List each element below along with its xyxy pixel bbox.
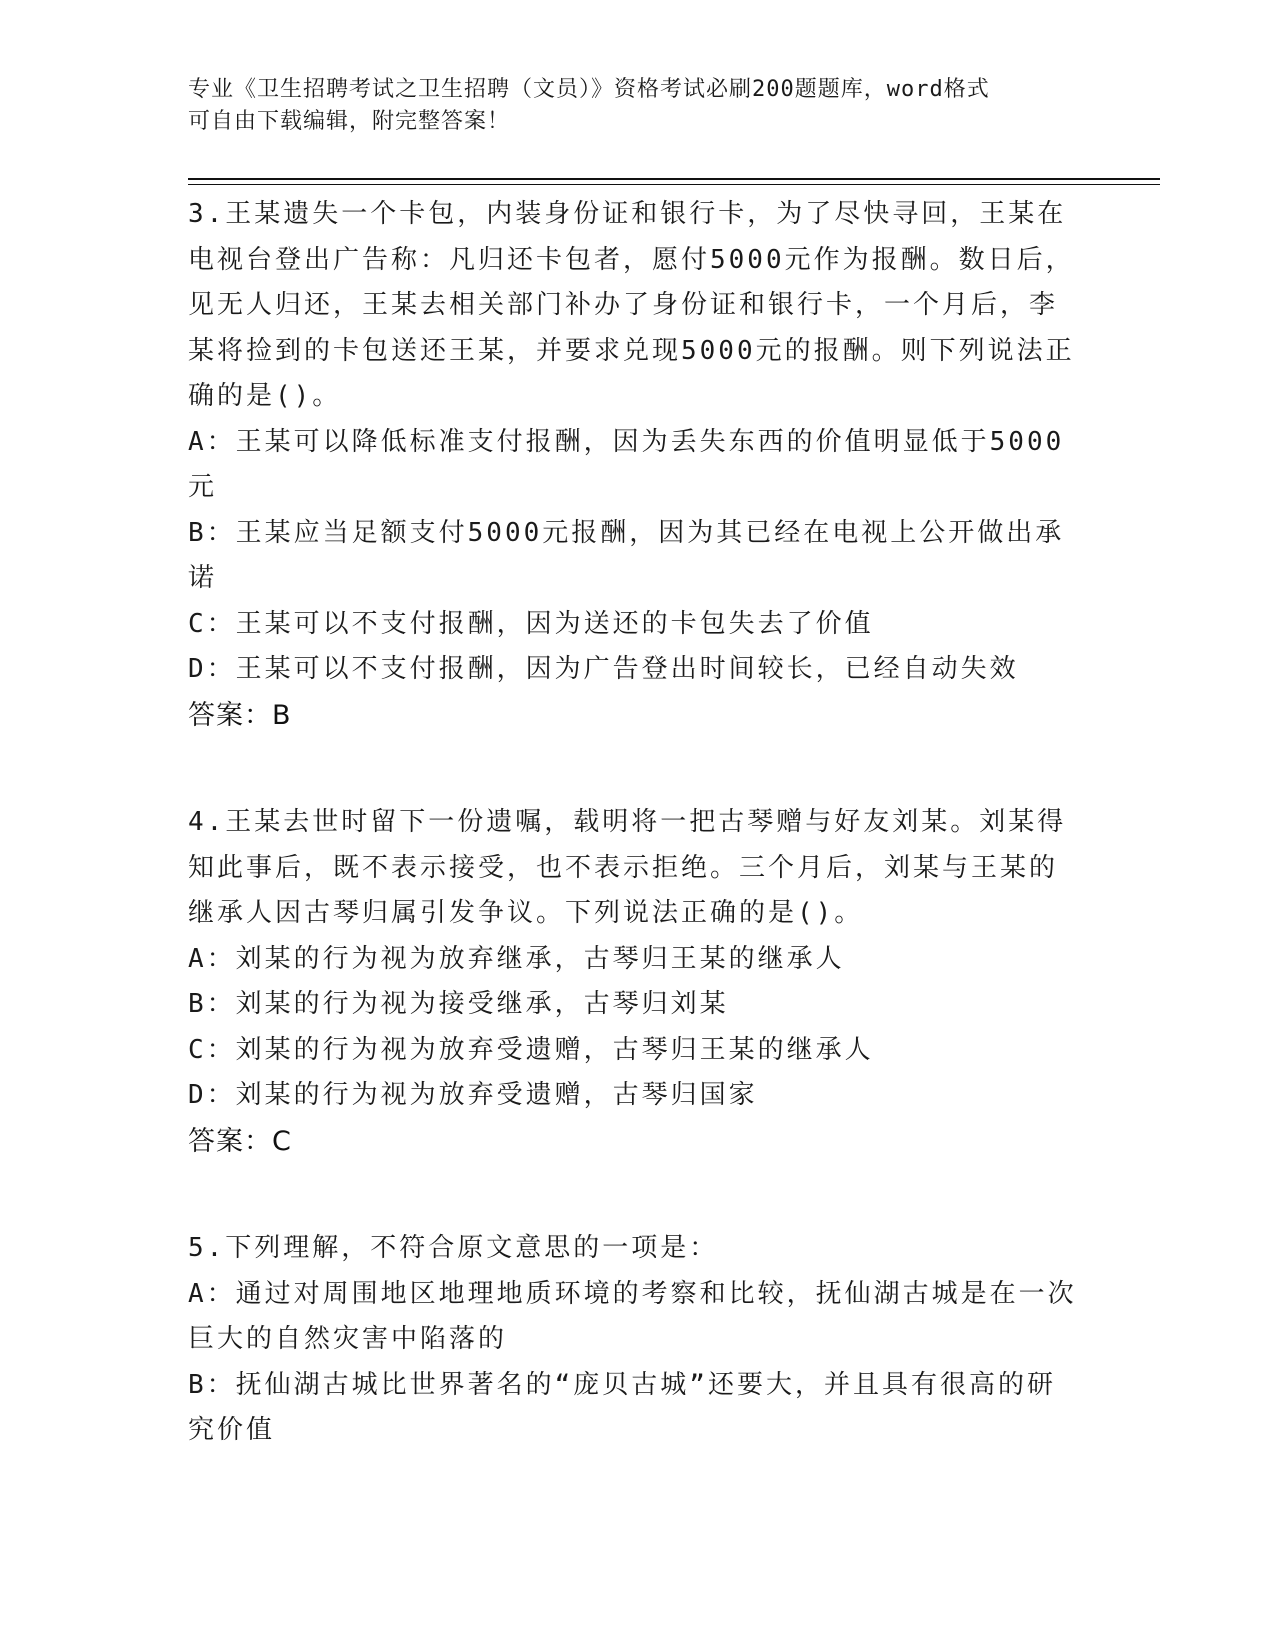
header-title-line-2: 可自由下载编辑，附完整答案！ — [188, 109, 511, 134]
option-line: C：王某可以不支付报酬，因为送还的卡包失去了价值 — [188, 608, 874, 639]
stem-line: 确的是()。 — [188, 381, 342, 411]
question-list — [188, 192, 1088, 1454]
option-b — [188, 511, 1088, 602]
question-4 — [188, 800, 1088, 1164]
question-stem — [188, 800, 1088, 937]
option-a — [188, 1272, 1088, 1363]
question-5 — [188, 1226, 1088, 1454]
stem-line: 5.下列理解，不符合原文意思的一项是： — [188, 1233, 719, 1263]
option-line: B：抚仙湖古城比世界著名的“庞贝古城”还要大，并且具有很高的研 — [188, 1369, 1056, 1400]
question-spacer — [188, 1164, 1088, 1226]
option-c — [188, 602, 1088, 648]
option-line: A：通过对周围地区地理地质环境的考察和比较，抚仙湖古城是在一次 — [188, 1278, 1077, 1309]
stem-line: 知此事后，既不表示接受，也不表示拒绝。三个月后，刘某与王某的 — [188, 852, 1059, 883]
option-d — [188, 647, 1088, 693]
option-d — [188, 1073, 1088, 1119]
page-header — [188, 74, 1088, 138]
question-stem — [188, 1226, 1088, 1272]
option-a — [188, 420, 1088, 511]
option-a — [188, 937, 1088, 983]
option-line: B：刘某的行为视为接受继承，古琴归刘某 — [188, 989, 729, 1019]
stem-line: 电视台登出广告称：凡归还卡包者，愿付5000元作为报酬。数日后， — [188, 244, 1075, 275]
answer-label: 答案：C — [188, 1125, 292, 1157]
stem-line: 4.王某去世时留下一份遗嘱，载明将一把古琴赠与好友刘某。刘某得 — [188, 807, 1067, 837]
option-line: 元 — [188, 472, 218, 502]
stem-line: 见无人归还，王某去相关部门补办了身份证和银行卡，一个月后，李 — [188, 290, 1059, 320]
option-line: D：王某可以不支付报酬，因为广告登出时间较长，已经自动失效 — [188, 654, 1019, 684]
question-stem — [188, 192, 1088, 420]
option-line: B：王某应当足额支付5000元报酬，因为其已经在电视上公开做出承 — [188, 517, 1065, 548]
header-title-line-1: 专业《卫生招聘考试之卫生招聘（文员）》资格考试必刷200题题库，word格式 — [188, 77, 990, 102]
option-line: D：刘某的行为视为放弃受遗赠，古琴归国家 — [188, 1080, 758, 1110]
option-line: 诺 — [188, 563, 218, 593]
stem-line: 3.王某遗失一个卡包，内装身份证和银行卡，为了尽快寻回，王某在 — [188, 199, 1067, 229]
option-line: 究价值 — [188, 1415, 276, 1445]
option-line: C：刘某的行为视为放弃受遗赠，古琴归王某的继承人 — [188, 1034, 874, 1065]
option-b — [188, 982, 1088, 1028]
option-c — [188, 1028, 1088, 1074]
option-line: A：王某可以降低标准支付报酬，因为丢失东西的价值明显低于5000 — [188, 426, 1065, 457]
option-line: 巨大的自然灾害中陷落的 — [188, 1324, 508, 1354]
answer-label: 答案：B — [188, 699, 292, 731]
stem-line: 继承人因古琴归属引发争议。下列说法正确的是()。 — [188, 898, 864, 928]
option-b — [188, 1363, 1088, 1454]
question-3 — [188, 192, 1088, 738]
header-divider-thick — [188, 178, 1160, 180]
option-line: A：刘某的行为视为放弃继承，古琴归王某的继承人 — [188, 943, 845, 974]
header-divider-thin — [188, 184, 1160, 185]
question-spacer — [188, 738, 1088, 800]
stem-line: 某将捡到的卡包送还王某，并要求兑现5000元的报酬。则下列说法正 — [188, 335, 1075, 366]
